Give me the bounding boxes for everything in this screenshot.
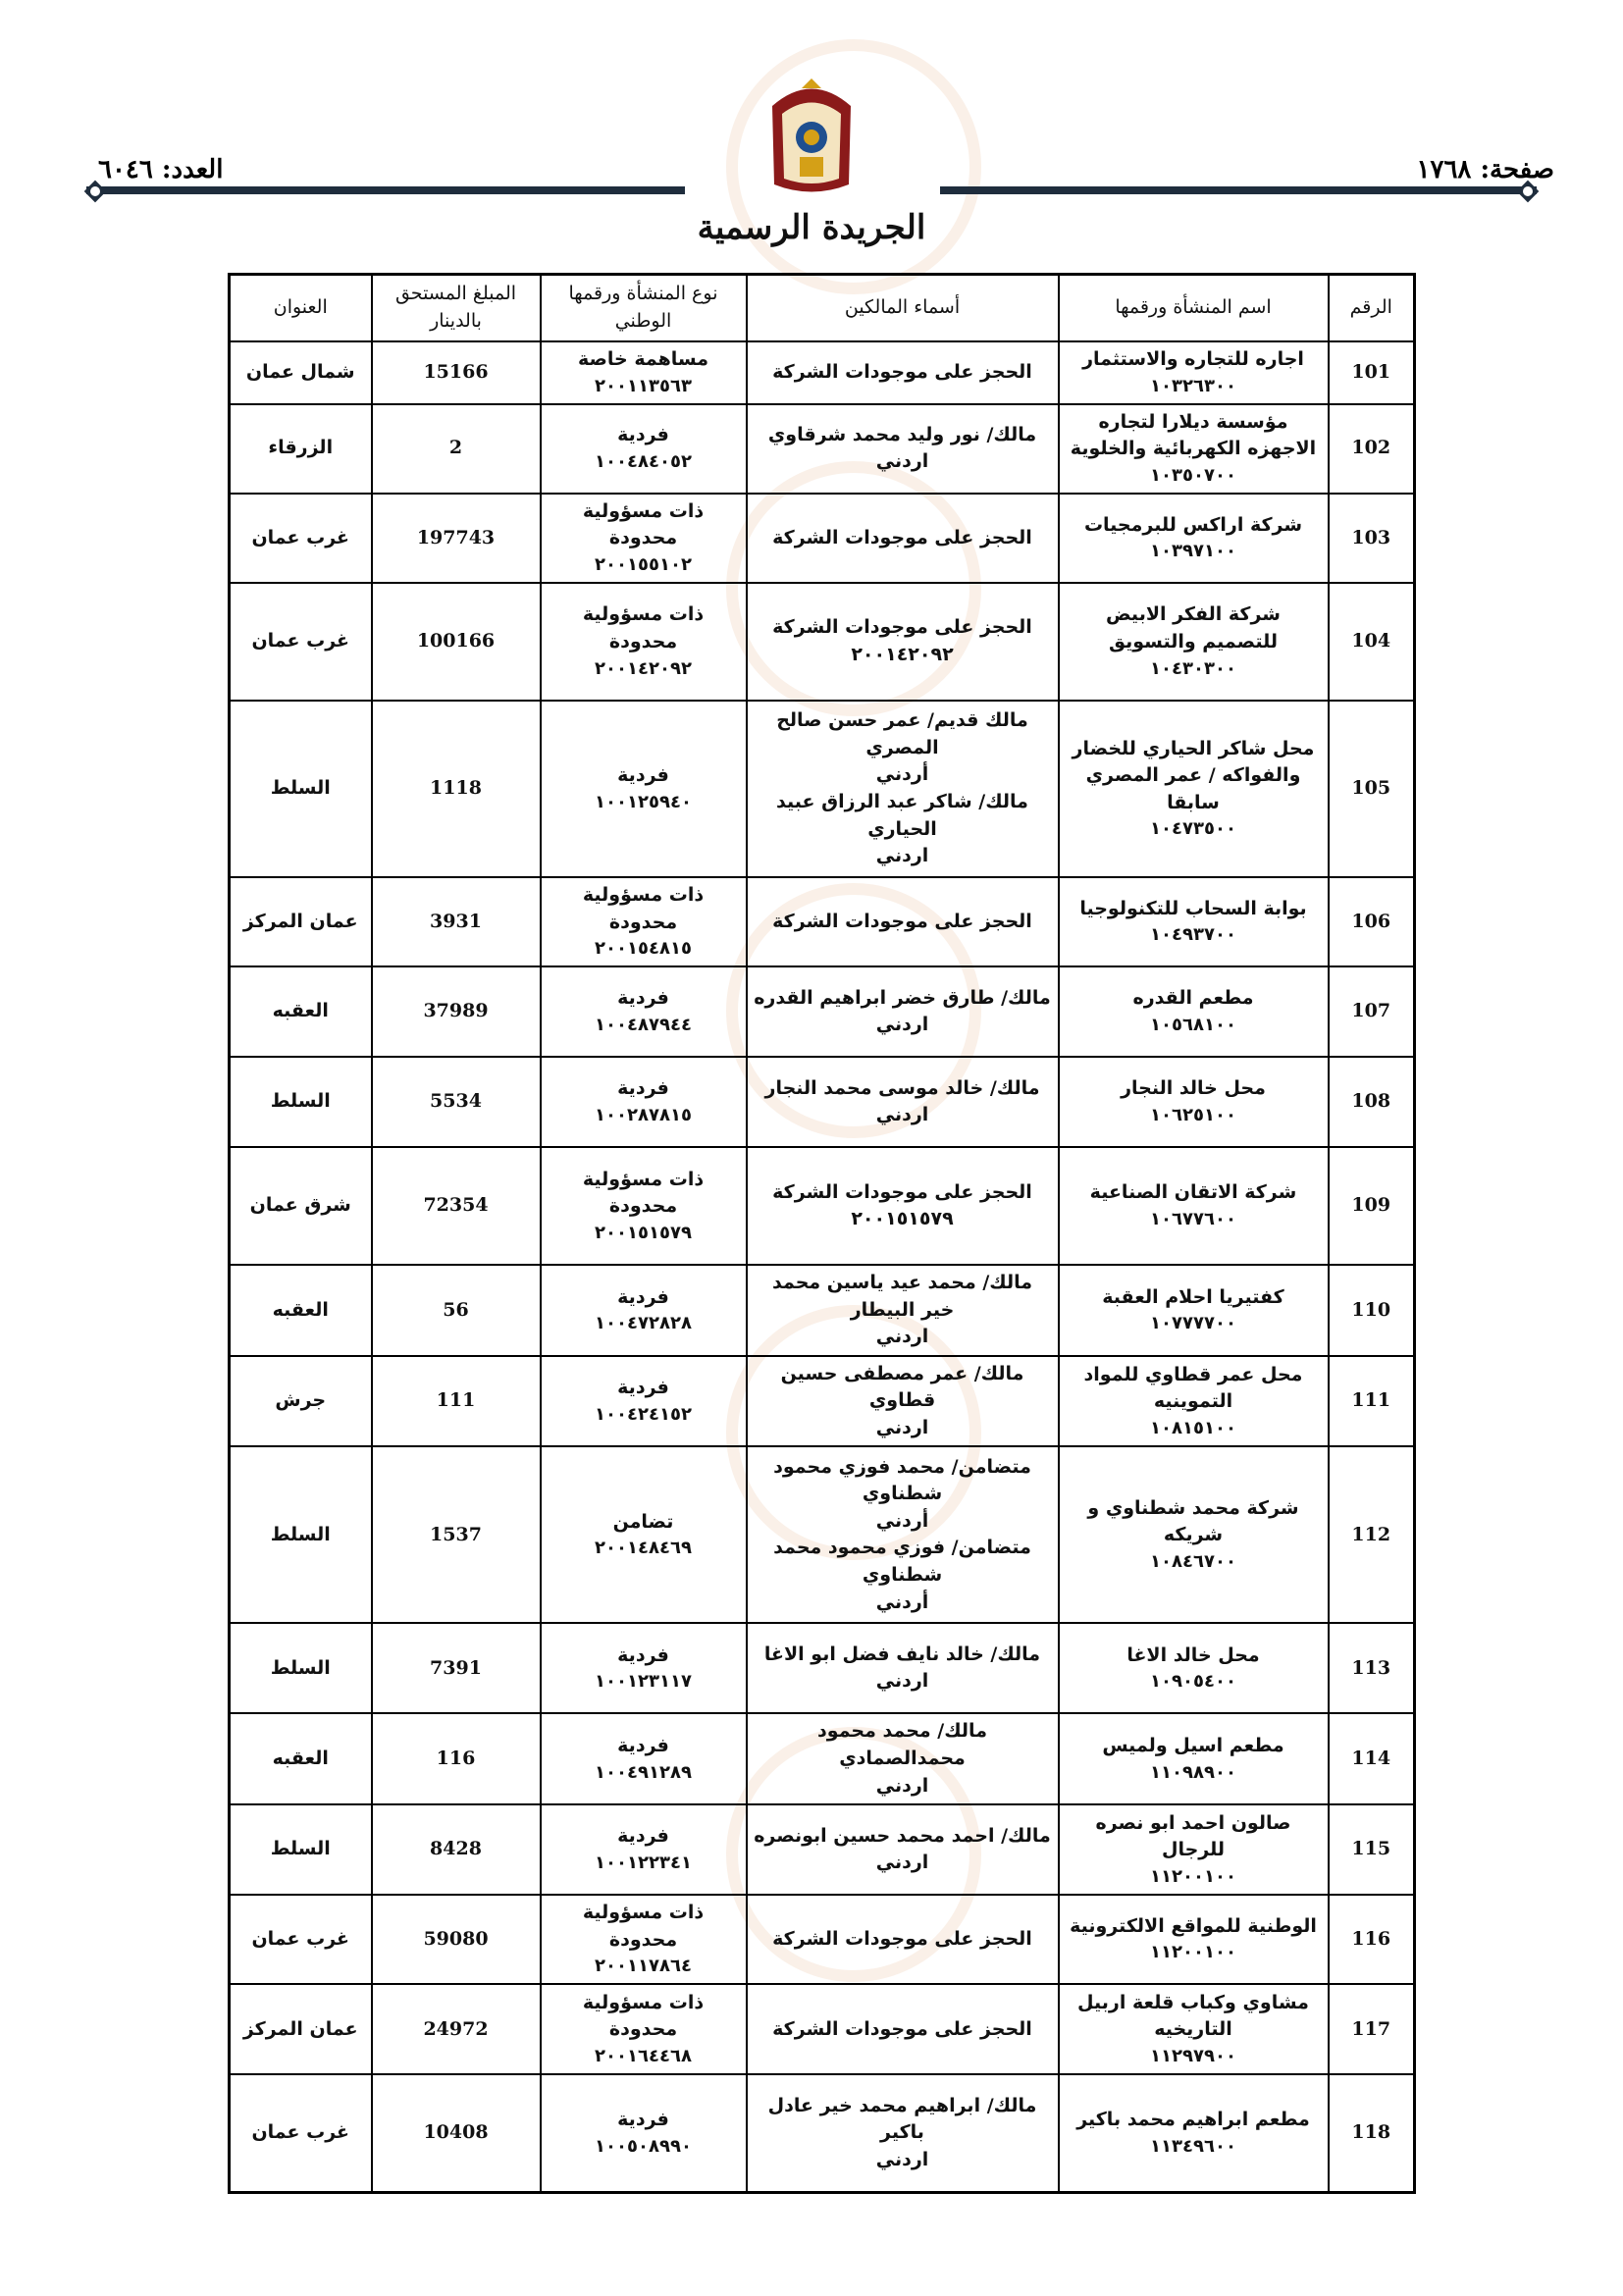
header-rule-left [86, 186, 685, 194]
address-cell: السلط [230, 1057, 372, 1147]
amount-cell: 72354 [372, 1147, 541, 1265]
row-number: 103 [1329, 494, 1415, 583]
entity-code: ١٠٦٢٥١٠٠ [1150, 1104, 1236, 1125]
issue-number: العدد: ٦٠٤٦ [98, 155, 224, 184]
owner-line: مالك/ طارق خضر ابراهيم القدره [754, 986, 1051, 1009]
national-number: ١٠٠١٢٣١١٧ [595, 1671, 692, 1693]
entity-cell [1059, 966, 1329, 1057]
header-address: العنوان [230, 275, 372, 342]
national-number: ٢٠٠١١٣٥٦٣ [595, 375, 692, 396]
entity-code: ١٠٩٠٥٤٠٠ [1150, 1671, 1236, 1693]
table-row [230, 1804, 1415, 1895]
type-cell [541, 701, 747, 877]
journal-title: الجريدة الرسمية [697, 208, 926, 247]
entity-cell [1059, 2074, 1329, 2192]
entity-cell [1059, 1057, 1329, 1147]
address-cell: عمان المركز [230, 1984, 372, 2074]
entity-name: مطعم اسيل ولميس [1102, 1734, 1284, 1756]
entity-cell [1059, 1265, 1329, 1356]
owners-cell [747, 1446, 1059, 1623]
owner-line: الحجز على موجودات الشركة [772, 2017, 1032, 2040]
registry-table [228, 273, 1416, 2194]
row-number: 117 [1329, 1984, 1415, 2074]
owner-line: مالك/ عمر مصطفى حسين قطاوي [780, 1362, 1024, 1412]
header-owners: أسماء المالكين [747, 275, 1059, 342]
entity-cell [1059, 1895, 1329, 1984]
amount-cell: 56 [372, 1265, 541, 1356]
owners-cell [747, 1356, 1059, 1447]
address-cell: السلط [230, 1804, 372, 1895]
national-number: ٢٠٠١٤٨٤٦٩ [595, 1538, 692, 1559]
entity-code: ١١٠٩٨٩٠٠ [1150, 1761, 1236, 1783]
entity-type: فردية [617, 1734, 669, 1756]
entity-type: فردية [617, 2109, 669, 2131]
table-row [230, 1356, 1415, 1447]
type-cell [541, 1356, 747, 1447]
national-number: ١٠٠٤٩١٢٨٩ [595, 1761, 692, 1783]
entity-name: شركة اراكس للبرمجيات [1083, 513, 1303, 536]
table-row [230, 2074, 1415, 2192]
owner-line: اردني [875, 1326, 929, 1348]
entity-cell [1059, 1147, 1329, 1265]
entity-cell [1059, 494, 1329, 583]
entity-name: الوطنية للمواقع الالكترونية [1070, 1914, 1317, 1937]
entity-name: محل خالد النجار [1121, 1077, 1266, 1100]
owners-cell [747, 1713, 1059, 1804]
owners-cell [747, 2074, 1059, 2192]
entity-code: ١٠٣٥٠٧٠٠ [1150, 464, 1236, 486]
owners-cell [747, 1623, 1059, 1713]
entity-name: محل شاكر الحياري للخضار والفواكه / عمر المصري سابقا [1072, 737, 1315, 813]
row-number: 110 [1329, 1265, 1415, 1356]
entity-name: شركة محمد شطناوي و شريكه [1087, 1496, 1299, 1546]
amount-cell: 8428 [372, 1804, 541, 1895]
entity-code: ١١٢٩٧٩٠٠ [1150, 2045, 1236, 2066]
entity-name: بوابة السحاب للتكنولوجيا [1079, 897, 1307, 919]
address-cell: السلط [230, 701, 372, 877]
address-cell: غرب عمان [230, 583, 372, 701]
owner-line: مالك/ محمد عيد ياسين محمد خير البيطار [772, 1272, 1032, 1321]
amount-cell: 100166 [372, 583, 541, 701]
entity-type: تضامن [612, 1510, 674, 1533]
entity-name: مطعم القدره [1132, 987, 1254, 1010]
entity-type: ذات مسؤولية محدودة [582, 1991, 705, 2041]
header-type: نوع المنشأة ورقمها الوطني [541, 275, 747, 342]
national-number: ٢٠٠١١٧٨٦٤ [595, 1956, 692, 1977]
amount-cell: 116 [372, 1713, 541, 1804]
owner-line: أردني [875, 1509, 929, 1532]
amount-cell: 1118 [372, 701, 541, 877]
table-row [230, 1057, 1415, 1147]
owner-line: الحجز على موجودات الشركة [772, 910, 1032, 932]
row-number: 111 [1329, 1356, 1415, 1447]
entity-type: ذات مسؤولية محدودة [582, 1902, 705, 1951]
address-cell: غرب عمان [230, 2074, 372, 2192]
table-row [230, 877, 1415, 966]
entity-cell [1059, 341, 1329, 404]
amount-cell: 2 [372, 404, 541, 494]
owners-cell [747, 583, 1059, 701]
entity-name: مؤسسة ديلارا لتجاره الاجهزه الكهربائية والخلوية [1070, 410, 1317, 460]
owner-line: الحجز على موجودات الشركة [772, 1180, 1032, 1203]
owners-cell [747, 966, 1059, 1057]
owner-line: الحجز على موجودات الشركة [772, 361, 1032, 384]
owner-line: اردني [875, 1416, 929, 1438]
type-cell [541, 494, 747, 583]
national-number: ٢٠٠١٥٤٨١٥ [595, 938, 692, 960]
entity-code: ١٠٨١٥١٠٠ [1150, 1417, 1236, 1438]
owner-line: اردني [875, 450, 929, 473]
national-number: ١٠٠٤٨٤٠٥٢ [595, 450, 692, 472]
national-number: ١٠٠٤٧٢٨٢٨ [595, 1313, 692, 1334]
row-number: 107 [1329, 966, 1415, 1057]
address-cell: غرب عمان [230, 494, 372, 583]
owners-cell [747, 1804, 1059, 1895]
type-cell [541, 404, 747, 494]
owners-cell [747, 1057, 1059, 1147]
owner-line: الحجز على موجودات الشركة [772, 526, 1032, 548]
owners-cell [747, 1147, 1059, 1265]
table-row [230, 1446, 1415, 1623]
entity-type: ذات مسؤولية محدودة [582, 499, 705, 549]
entity-name: شركة الفكر الابيض للتصميم والتسويق [1106, 603, 1281, 652]
entity-code: ١٠٦٧٧٦٠٠ [1150, 1208, 1236, 1229]
entity-type: ذات مسؤولية محدودة [582, 1168, 705, 1218]
national-number: ١٠٠٥٠٨٩٩٠ [595, 2135, 692, 2157]
type-cell [541, 1984, 747, 2074]
row-number: 114 [1329, 1713, 1415, 1804]
entity-cell [1059, 1804, 1329, 1895]
owner-line: اردني [875, 1014, 929, 1036]
entity-cell [1059, 1446, 1329, 1623]
owner-line: مالك/ خالد موسى محمد النجار [764, 1076, 1040, 1099]
entity-code: ١١٣٤٩٦٠٠ [1150, 2135, 1236, 2157]
owner-line: مالك/ محمد محمود محمدالصمادي [817, 1720, 987, 1770]
entity-name: محل عمر قطاوي للمواد التموينيه [1083, 1363, 1303, 1413]
row-number: 116 [1329, 1895, 1415, 1984]
amount-cell: 1537 [372, 1446, 541, 1623]
header-num: الرقم [1329, 275, 1415, 342]
entity-type: فردية [617, 1644, 669, 1666]
address-cell: السلط [230, 1623, 372, 1713]
owner-line: ٢٠٠١٥١٥٧٩ [851, 1208, 954, 1230]
entity-name: مشاوي وكباب قلعة اربيل التاريخيه [1077, 1991, 1309, 2041]
type-cell [541, 1057, 747, 1147]
owner-line: اردني [875, 845, 929, 867]
entity-type: فردية [617, 764, 669, 787]
address-cell: العقبه [230, 1713, 372, 1804]
entity-name: صالون احمد ابو نصره للرجال [1095, 1811, 1291, 1861]
owners-cell [747, 1984, 1059, 2074]
owner-line: مالك/ نور وليد محمد شرقاوي [767, 423, 1037, 445]
national-number: ١٠٠١٢٢٣٤١ [595, 1852, 692, 1873]
amount-cell: 37989 [372, 966, 541, 1057]
address-cell: الزرقاء [230, 404, 372, 494]
entity-cell [1059, 1984, 1329, 2074]
type-cell [541, 877, 747, 966]
address-cell: غرب عمان [230, 1895, 372, 1984]
type-cell [541, 2074, 747, 2192]
owners-cell [747, 877, 1059, 966]
entity-code: ١٠٤٩٣٧٠٠ [1150, 924, 1236, 946]
type-cell [541, 1265, 747, 1356]
owner-line: متضامن/ فوزي محمود محمد شطناوي [773, 1537, 1031, 1587]
header-entity: اسم المنشأة ورقمها [1059, 275, 1329, 342]
owners-cell [747, 1265, 1059, 1356]
national-number: ١٠٠٢٨٧٨١٥ [595, 1104, 692, 1125]
entity-code: ١٠٣٩٧١٠٠ [1150, 541, 1236, 562]
table-header-row [230, 275, 1415, 342]
address-cell: عمان المركز [230, 877, 372, 966]
row-number: 105 [1329, 701, 1415, 877]
entity-code: ١٠٣٢٦٣٠٠ [1150, 375, 1236, 396]
page-number: صفحة: ١٧٦٨ [1416, 155, 1554, 184]
entity-code: ١١٢٠٠١٠٠ [1150, 1865, 1236, 1887]
amount-cell: 5534 [372, 1057, 541, 1147]
amount-cell: 59080 [372, 1895, 541, 1984]
row-number: 108 [1329, 1057, 1415, 1147]
amount-cell: 7391 [372, 1623, 541, 1713]
table-row [230, 1713, 1415, 1804]
table-row [230, 1984, 1415, 2074]
national-number: ١٠٠١٢٥٩٤٠ [595, 791, 692, 812]
owner-line: مالك/ احمد محمد حسين ابونصره [754, 1824, 1051, 1847]
amount-cell: 24972 [372, 1984, 541, 2074]
national-number: ٢٠٠١٥١٥٧٩ [595, 1222, 692, 1243]
entity-cell [1059, 1356, 1329, 1447]
owner-line: اردني [875, 2148, 929, 2170]
address-cell: العقبه [230, 1265, 372, 1356]
address-cell: العقبه [230, 966, 372, 1057]
type-cell [541, 1804, 747, 1895]
owners-cell [747, 404, 1059, 494]
table-row [230, 494, 1415, 583]
entity-cell [1059, 1713, 1329, 1804]
table-row [230, 701, 1415, 877]
entity-cell [1059, 877, 1329, 966]
entity-type: فردية [617, 1825, 669, 1848]
entity-cell [1059, 1623, 1329, 1713]
national-number: ٢٠٠١٦٤٤٦٨ [595, 2045, 692, 2066]
entity-cell [1059, 404, 1329, 494]
row-number: 104 [1329, 583, 1415, 701]
owner-line: ٢٠٠١٤٢٠٩٢ [851, 644, 954, 666]
type-cell [541, 966, 747, 1057]
type-cell [541, 1895, 747, 1984]
table-row [230, 1895, 1415, 1984]
entity-code: ١١٢٠٠١٠٠ [1150, 1942, 1236, 1963]
type-cell [541, 1147, 747, 1265]
row-number: 112 [1329, 1446, 1415, 1623]
owner-line: اردني [875, 1852, 929, 1874]
address-cell: شمال عمان [230, 341, 372, 404]
national-number: ١٠٠٤٢٤١٥٢ [595, 1403, 692, 1425]
entity-name: مطعم ابراهيم محمد باكير [1076, 2109, 1310, 2131]
header-amount: المبلغ المستحق بالدينار [372, 275, 541, 342]
entity-type: فردية [617, 1377, 669, 1399]
table-row [230, 341, 1415, 404]
type-cell [541, 1623, 747, 1713]
entity-type: ذات مسؤولية محدودة [582, 603, 705, 652]
owners-cell [747, 341, 1059, 404]
entity-type: فردية [617, 424, 669, 446]
row-number: 102 [1329, 404, 1415, 494]
type-cell [541, 1713, 747, 1804]
owner-line: اردني [875, 1104, 929, 1126]
amount-cell: 3931 [372, 877, 541, 966]
row-number: 106 [1329, 877, 1415, 966]
entity-code: ١٠٤٧٣٥٠٠ [1150, 818, 1236, 840]
owner-line: متضامن/ محمد فوزي محمود شطناوي [773, 1455, 1031, 1505]
table-row [230, 404, 1415, 494]
national-number: ١٠٠٤٨٧٩٤٤ [595, 1014, 692, 1035]
owner-line: اردني [875, 1670, 929, 1693]
amount-cell: 111 [372, 1356, 541, 1447]
entity-type: مساهمة خاصة [578, 348, 708, 370]
address-cell: جرش [230, 1356, 372, 1447]
owner-line: اردني [875, 1774, 929, 1797]
header-rule-right [940, 186, 1537, 194]
owner-line: مالك/ خالد نايف فضل ابو الاغا [763, 1643, 1041, 1665]
table-row [230, 1265, 1415, 1356]
row-number: 115 [1329, 1804, 1415, 1895]
coat-of-arms-icon [762, 77, 861, 204]
entity-code: ١٠٤٣٠٣٠٠ [1150, 657, 1236, 679]
entity-type: فردية [617, 1285, 669, 1308]
entity-name: شركة الاتقان الصناعية [1089, 1181, 1297, 1204]
type-cell [541, 583, 747, 701]
type-cell [541, 341, 747, 404]
amount-cell: 197743 [372, 494, 541, 583]
entity-code: ١٠٥٦٨١٠٠ [1150, 1014, 1236, 1035]
row-number: 118 [1329, 2074, 1415, 2192]
address-cell: السلط [230, 1446, 372, 1623]
owners-cell [747, 701, 1059, 877]
entity-code: ١٠٧٧٧٧٠٠ [1150, 1313, 1236, 1334]
owner-line: الحجز على موجودات الشركة [772, 616, 1032, 639]
owner-line: الحجز على موجودات الشركة [772, 1927, 1032, 1950]
type-cell [541, 1446, 747, 1623]
address-cell: شرق عمان [230, 1147, 372, 1265]
entity-cell [1059, 583, 1329, 701]
table-row [230, 583, 1415, 701]
entity-cell [1059, 701, 1329, 877]
owner-line: مالك/ ابراهيم محمد خير عادل باكير [767, 2094, 1037, 2144]
amount-cell: 15166 [372, 341, 541, 404]
table-row [230, 1147, 1415, 1265]
owners-cell [747, 494, 1059, 583]
row-number: 109 [1329, 1147, 1415, 1265]
owner-line: أردني [875, 763, 929, 786]
row-number: 113 [1329, 1623, 1415, 1713]
entity-type: فردية [617, 1077, 669, 1100]
row-number: 101 [1329, 341, 1415, 404]
amount-cell: 10408 [372, 2074, 541, 2192]
owner-line: مالك/ شاكر عبد الرزاق عبيد الحياري [776, 791, 1028, 840]
entity-name: محل خالد الاغا [1126, 1644, 1260, 1666]
national-number: ٢٠٠١٤٢٠٩٢ [595, 657, 692, 679]
owner-line: أردني [875, 1591, 929, 1613]
owner-line: مالك قديم/ عمر حسن صالح المصري [776, 709, 1028, 758]
national-number: ٢٠٠١٥٥١٠٢ [595, 553, 692, 575]
table-row [230, 1623, 1415, 1713]
table-row [230, 966, 1415, 1057]
entity-name: كفتيريا احلام العقبة [1102, 1285, 1284, 1308]
entity-type: ذات مسؤولية محدودة [582, 884, 705, 933]
entity-code: ١٠٨٤٦٧٠٠ [1150, 1550, 1236, 1572]
entity-type: فردية [617, 987, 669, 1010]
entity-name: اجاره للتجاره والاستثمار [1082, 348, 1304, 370]
owners-cell [747, 1895, 1059, 1984]
